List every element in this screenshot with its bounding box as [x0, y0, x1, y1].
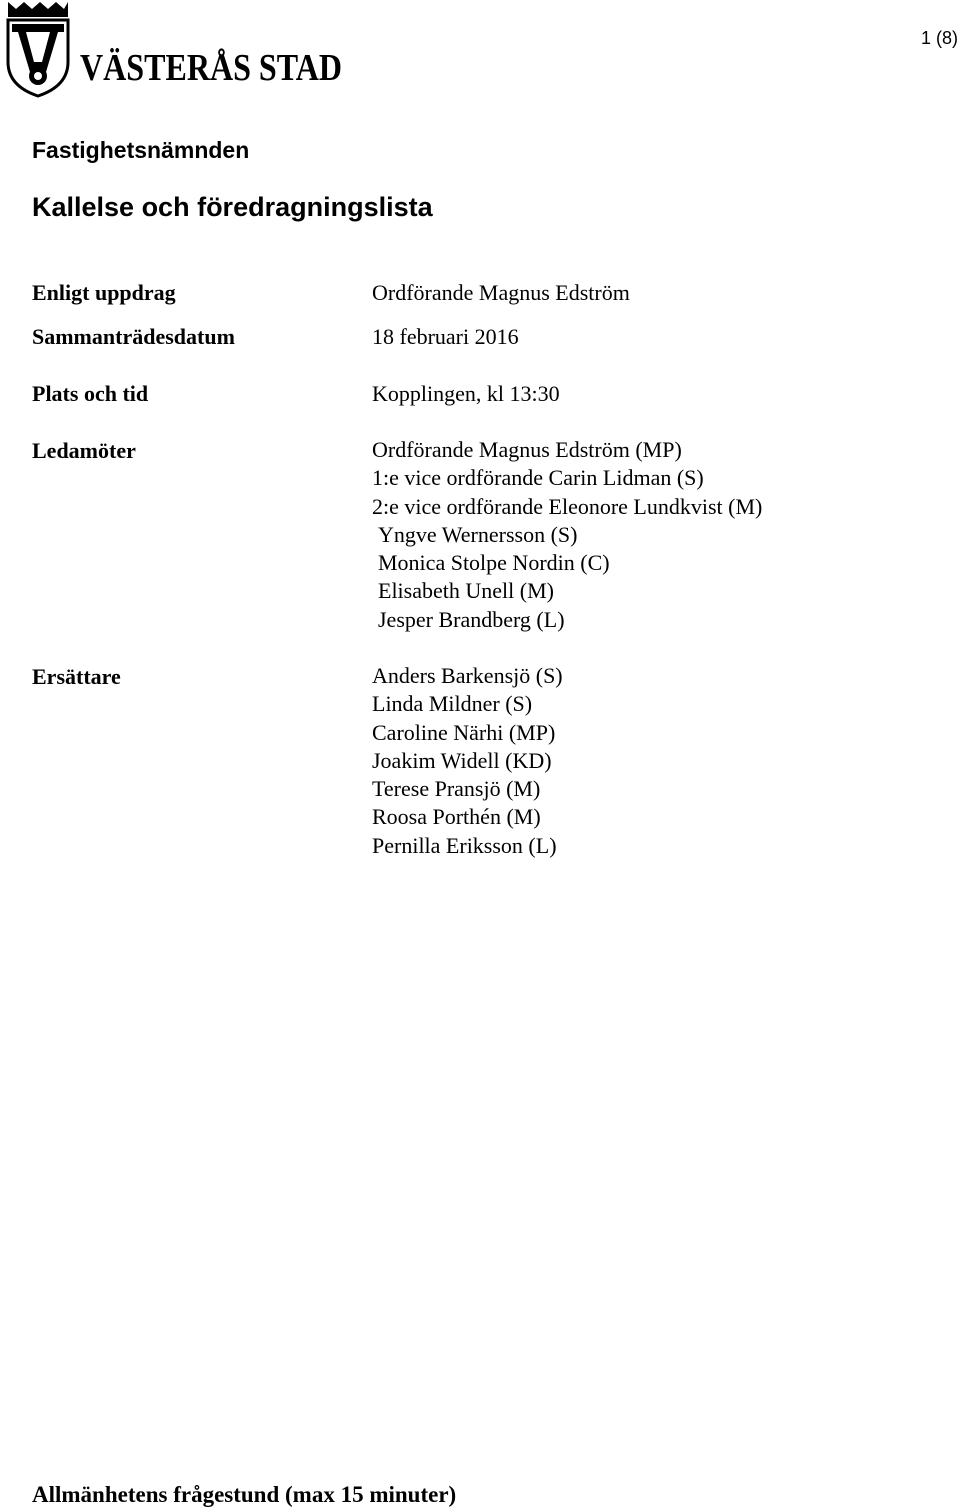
list-item: Pernilla Eriksson (L) [372, 832, 557, 858]
list-item: Monica Stolpe Nordin (C) [378, 550, 610, 576]
coat-of-arms-icon [8, 2, 68, 96]
ersattare-list [372, 662, 563, 860]
ledamoter-list [372, 436, 762, 634]
page-number: 1 (8) [920, 28, 958, 48]
value-enligt-uppdrag: Ordförande Magnus Edström [372, 280, 630, 305]
section-heading-allmanhetens-fragestund: Allmänhetens frågestund (max 15 minuter) [32, 1482, 457, 1507]
list-item: Jesper Brandberg (L) [378, 606, 565, 632]
list-item: Anders Barkensjö (S) [372, 663, 563, 688]
list-item: Elisabeth Unell (M) [378, 578, 554, 604]
list-item: Linda Mildner (S) [372, 691, 533, 717]
logo-wordmark: VÄSTERÅS STAD [80, 47, 342, 89]
label-sammantradesdatum: Sammanträdesdatum [32, 324, 235, 349]
value-sammantradesdatum: 18 februari 2016 [372, 324, 519, 349]
list-item: Yngve Wernersson (S) [378, 521, 578, 547]
list-item: Caroline Närhi (MP) [372, 719, 556, 745]
committee-name: Fastighetsnämnden [32, 137, 250, 163]
label-ledamoter: Ledamöter [32, 438, 136, 463]
label-ersattare: Ersättare [32, 664, 121, 689]
page-title: Kallelse och föredragningslista [32, 192, 433, 222]
label-plats-och-tid: Plats och tid [32, 381, 149, 406]
list-item: 1:e vice ordförande Carin Lidman (S) [372, 465, 704, 491]
label-enligt-uppdrag: Enligt uppdrag [32, 280, 176, 305]
vasteras-stad-logo [4, 0, 344, 100]
list-item: Joakim Widell (KD) [372, 747, 552, 773]
list-item: 2:e vice ordförande Eleonore Lundkvist (M) [372, 493, 763, 519]
list-item: Roosa Porthén (M) [372, 804, 541, 830]
value-plats-och-tid: Kopplingen, kl 13:30 [372, 381, 560, 406]
list-item: Terese Pransjö (M) [372, 776, 541, 802]
list-item: Ordförande Magnus Edström (MP) [372, 437, 682, 462]
